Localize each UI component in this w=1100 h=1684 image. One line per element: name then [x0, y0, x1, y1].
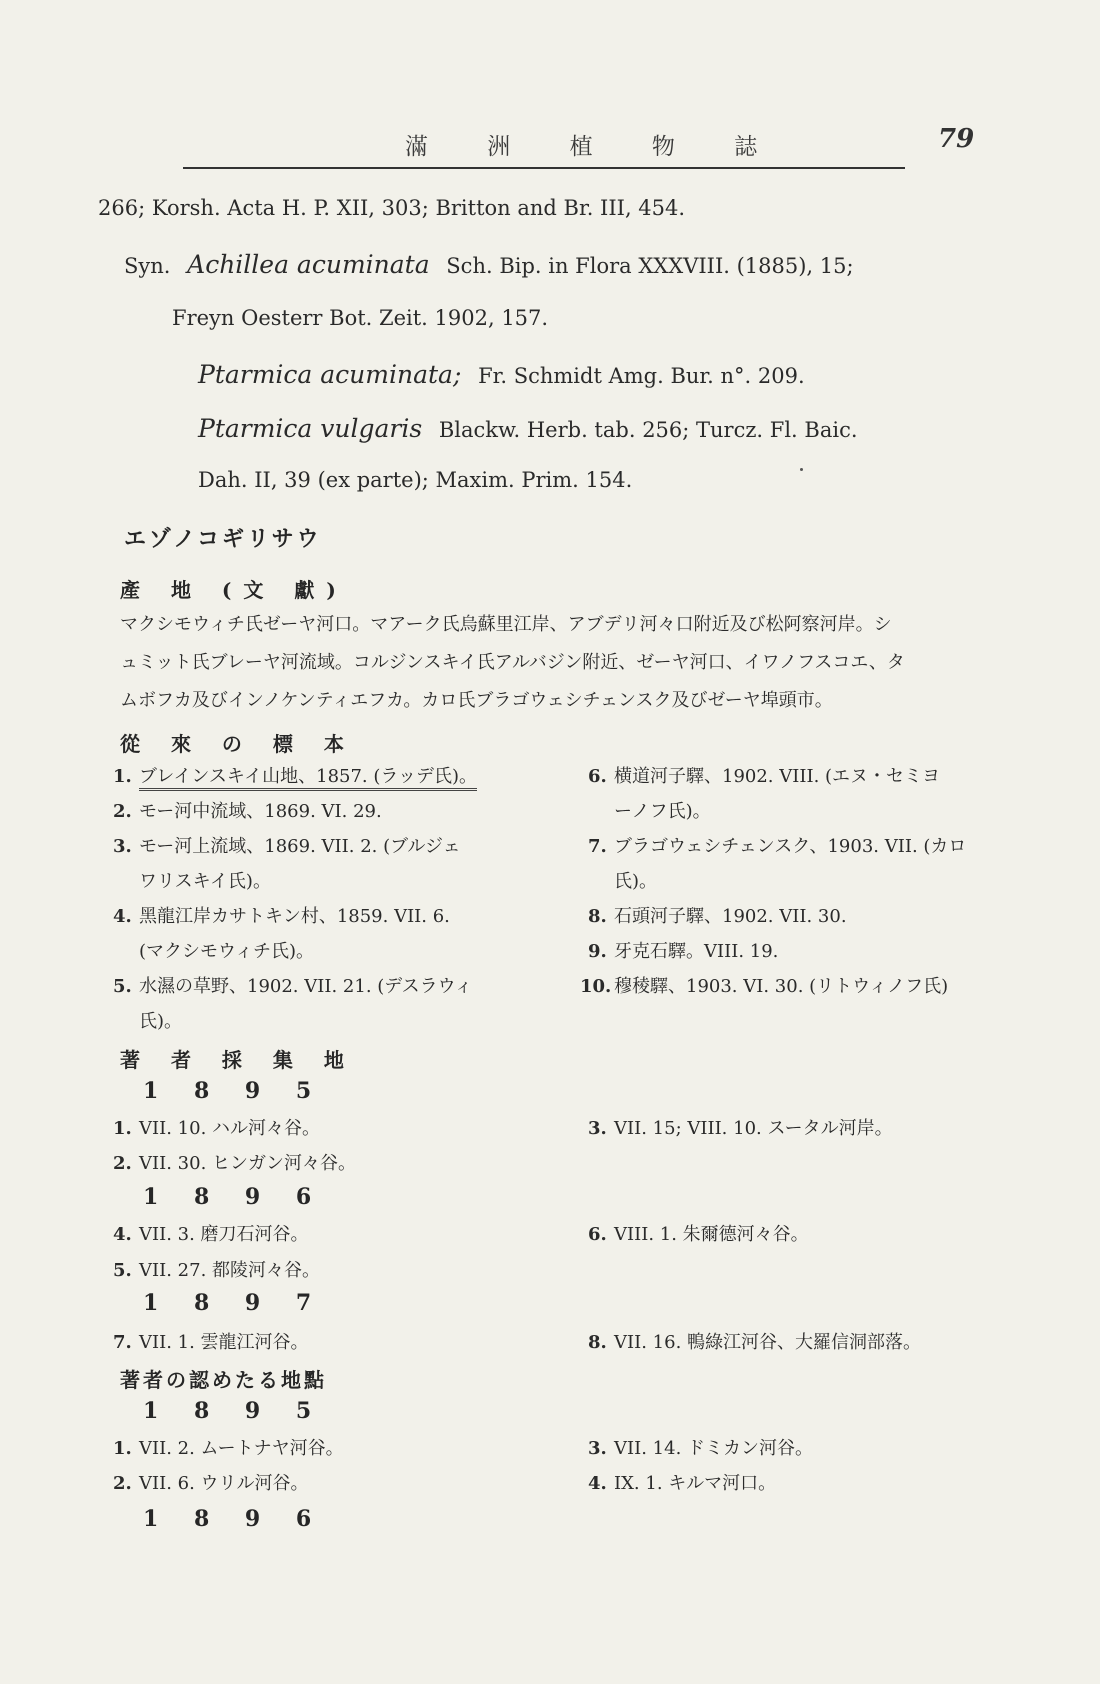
collection-entry: 4. VII. 3. 磨刀石河谷。 [113, 1224, 309, 1245]
collection-entry: 8. VII. 16. 鴨綠江河谷、大羅信洞部落。 [588, 1332, 922, 1353]
specimen-entry: 5. 水濕の草野、1902. VII. 21. (デスラウィ [113, 976, 473, 997]
specimens-heading: 從 來 の 標 本 [120, 732, 356, 756]
specimen-entry-continuation: ワリスキイ氏)。 [139, 871, 271, 892]
ptarmica-acuminata-citation: Fr. Schmidt Amg. Bur. n°. 209. [478, 364, 805, 388]
synonym-species: Achillea acuminata [187, 250, 430, 279]
collection-entry: 2. VII. 30. ヒンガン河々谷。 [113, 1153, 357, 1174]
specimen-entry: 10. 穆稜驛、1903. VI. 30. (リトウィノフ氏) [580, 976, 949, 997]
confirmed-entry: 2. VII. 6. ウリル河谷。 [113, 1473, 309, 1494]
locality-line-1: マクシモウィチ氏ゼーヤ河口。マアーク氏烏蘇里江岸、アブデリ河々口附近及び松阿察河岸。シ [120, 614, 892, 635]
ptarmica-acuminata-line [198, 360, 805, 389]
locality-heading: 產 地 (文 獻) [120, 578, 348, 602]
reference-line-6: Dah. II, 39 (ex parte); Maxim. Prim. 154. [198, 468, 633, 492]
confirmed-entry: 3. VII. 14. ドミカン河谷。 [588, 1438, 814, 1459]
specimen-entry-continuation: (マクシモウィチ氏)。 [139, 941, 314, 962]
specimen-entry: 2. モー河中流域、1869. VI. 29. [113, 801, 382, 822]
synonym-citation: Sch. Bip. in Flora XXXVIII. (1885), 15; [446, 254, 854, 278]
specimen-entry-continuation: 氏)。 [614, 871, 658, 892]
specimen-entry: 7. ブラゴウェシチェンスク、1903. VII. (カロ [588, 836, 967, 857]
year-label: 1 8 9 5 [143, 1078, 326, 1104]
locality-line-2: ュミット氏ブレーヤ河流域。コルジンスキイ氏アルバジン附近、ゼーヤ河口、イワノフスコエ、タ [120, 652, 905, 673]
year-label: 1 8 9 6 [143, 1506, 326, 1532]
synonym-line [124, 250, 854, 279]
ptarmica-vulgaris-line [198, 414, 858, 443]
synonym-prefix: Syn. [124, 254, 171, 278]
year-label: 1 8 9 5 [143, 1398, 326, 1424]
collection-entry: 3. VII. 15; VIII. 10. スータル河岸。 [588, 1118, 893, 1139]
collection-entry: 7. VII. 1. 雲龍江河谷。 [113, 1332, 309, 1353]
collection-entry: 1. VII. 10. ハル河々谷。 [113, 1118, 321, 1139]
page-number: 79 [938, 124, 975, 154]
specimen-entry-continuation: ーノフ氏)。 [614, 801, 711, 822]
running-header-title: 滿 洲 植 物 誌 [405, 134, 784, 160]
specimen-entry: 9. 牙克石驛。VIII. 19. [588, 941, 779, 962]
confirmed-entry: 1. VII. 2. ムートナヤ河谷。 [113, 1438, 344, 1459]
confirmed-sites-heading: 著者の認めたる地點 [120, 1368, 327, 1392]
reference-line-3: Freyn Oesterr Bot. Zeit. 1902, 157. [172, 306, 549, 330]
reference-line-1: 266; Korsh. Acta H. P. XII, 303; Britton and Br. III, 454. [98, 196, 686, 220]
collection-entry: 6. VIII. 1. 朱爾德河々谷。 [588, 1224, 809, 1245]
specimen-entry: 1. ブレインスキイ山地、1857. (ラッデ氏)。 [113, 762, 477, 788]
ptarmica-vulgaris-species: Ptarmica vulgaris [198, 414, 423, 443]
specimen-entry: 6. 横道河子驛、1902. VIII. (エヌ・セミヨ [588, 766, 941, 787]
confirmed-entry: 4. IX. 1. キルマ河口。 [588, 1473, 777, 1494]
collection-entry: 5. VII. 27. 都陵河々谷。 [113, 1260, 321, 1281]
ptarmica-acuminata-species: Ptarmica acuminata; [198, 360, 462, 389]
author-collection-heading: 著 者 採 集 地 [120, 1048, 356, 1072]
header-rule [183, 167, 905, 169]
year-label: 1 8 9 6 [143, 1184, 326, 1210]
specimen-entry: 3. モー河上流域、1869. VII. 2. (ブルジェ [113, 836, 461, 857]
specimen-entry: 8. 石頭河子驛、1902. VII. 30. [588, 906, 847, 927]
locality-line-3: ムボフカ及びインノケンティエフカ。カロ氏ブラゴウェシチェンスク及びゼーヤ埠頭市。 [120, 690, 833, 711]
ptarmica-vulgaris-citation: Blackw. Herb. tab. 256; Turcz. Fl. Baic. [438, 418, 858, 442]
japanese-name: エゾノコギリサウ [124, 526, 322, 552]
year-label: 1 8 9 7 [143, 1290, 326, 1316]
ink-speck [800, 468, 803, 471]
specimen-entry: 4. 黑龍江岸カサトキン村、1859. VII. 6. [113, 906, 450, 927]
specimen-entry-continuation: 氏)。 [139, 1011, 183, 1032]
